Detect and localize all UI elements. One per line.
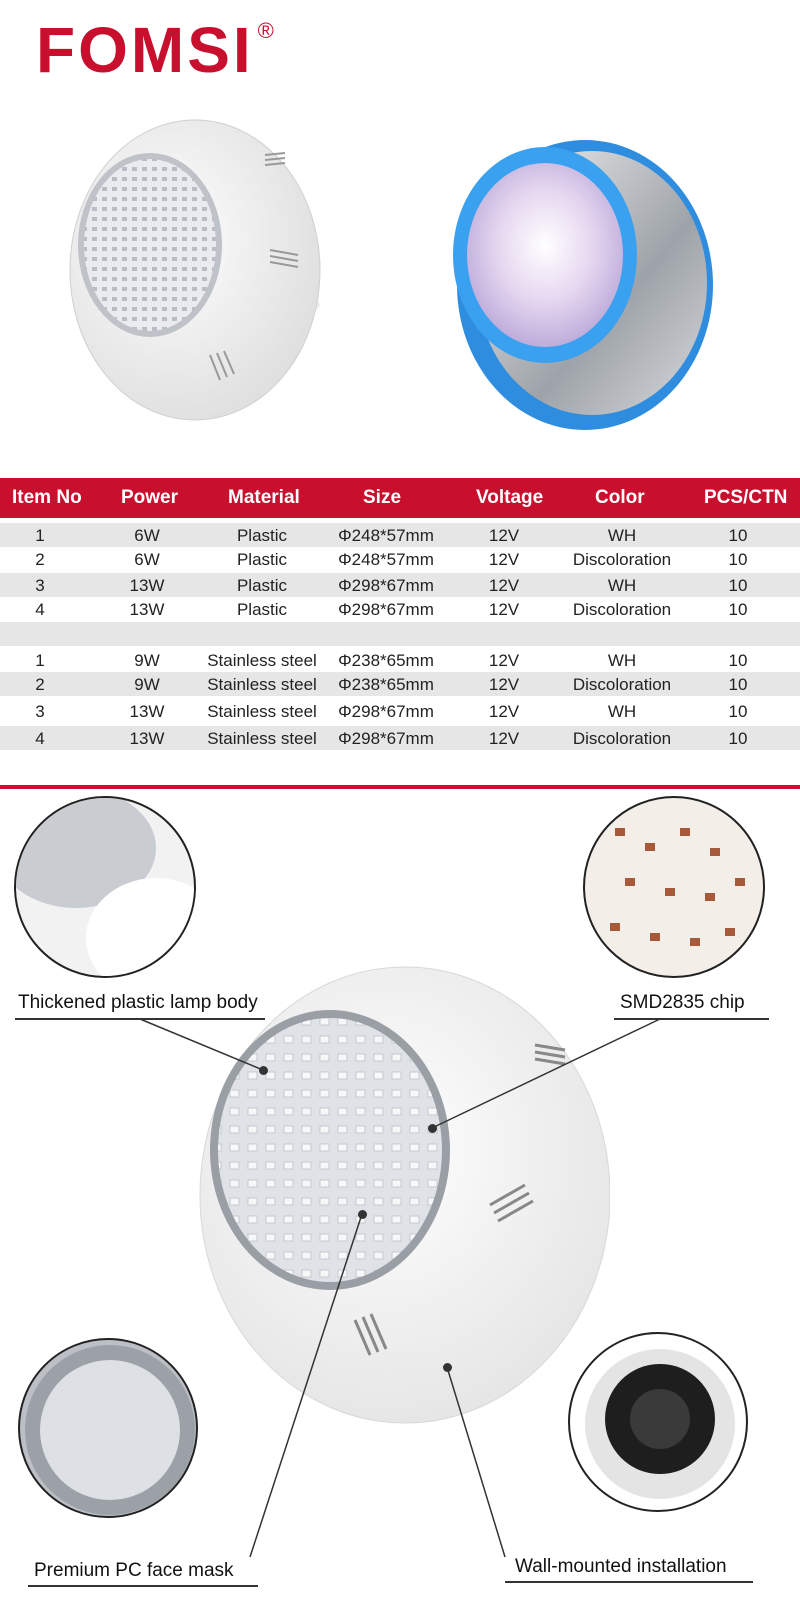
table-cell: Stainless steel [207, 729, 317, 748]
table-cell: 12V [488, 550, 520, 569]
table-cell: 13W [129, 702, 165, 721]
table-cell: Plastic [236, 526, 288, 545]
table-cell: 4 [35, 729, 45, 748]
callout-mounting-dot [443, 1363, 452, 1372]
table-cell: Φ248*57mm [338, 526, 434, 545]
table-cell: 6W [134, 526, 160, 545]
table-cell: 3 [35, 702, 45, 721]
table-cell: 1 [35, 526, 45, 545]
table-cell: WH [607, 651, 637, 670]
table-cell: Plastic [236, 600, 288, 619]
table-cell: 10 [728, 702, 748, 721]
table-cell: 9W [134, 675, 160, 694]
header-power: Power [121, 487, 179, 508]
table-cell: Φ298*67mm [338, 702, 434, 721]
table-cell: 4 [35, 600, 45, 619]
callout-mounting: Wall-mounted installation [515, 1556, 727, 1577]
table-cell: Discoloration [572, 600, 672, 619]
brand-name: FOMSI [36, 14, 254, 86]
table-cell: Discoloration [572, 729, 672, 748]
header-item-no: Item No [12, 487, 82, 508]
table-cell: 2 [35, 550, 45, 569]
table-cell: Plastic [236, 576, 288, 595]
table-cell: 9W [134, 651, 160, 670]
table-cell: 10 [728, 526, 748, 545]
table-cell: 6W [134, 550, 160, 569]
table-cell: 10 [728, 651, 748, 670]
table-cell: Stainless steel [207, 675, 317, 694]
table-cell: 12V [488, 675, 520, 694]
table-cell: WH [607, 576, 637, 595]
table-cell: WH [607, 526, 637, 545]
callout-face-mask-underline [28, 1585, 258, 1587]
callout-chip: SMD2835 chip [620, 992, 745, 1013]
header-color: Color [595, 487, 645, 508]
table-cell: 12V [488, 702, 520, 721]
callout-chip-dot [428, 1124, 437, 1133]
table-cell: 12V [488, 526, 520, 545]
table-cell: Φ248*57mm [338, 550, 434, 569]
table-cell: Φ298*67mm [338, 600, 434, 619]
table-cell: 12V [488, 651, 520, 670]
table-cell: Φ298*67mm [338, 729, 434, 748]
callout-lamp-body: Thickened plastic lamp body [18, 992, 258, 1013]
table-cell: 12V [488, 576, 520, 595]
table-cell: 12V [488, 600, 520, 619]
table-cell: Φ238*65mm [338, 675, 434, 694]
table-cell: 12V [488, 729, 520, 748]
table-cell: Φ238*65mm [338, 651, 434, 670]
table-cell: 1 [35, 651, 45, 670]
table-cell: 10 [728, 576, 748, 595]
table-cell: Discoloration [572, 675, 672, 694]
table-cell: 10 [728, 550, 748, 569]
header-material: Material [228, 487, 300, 508]
table-cell: Stainless steel [207, 702, 317, 721]
table-cell: Stainless steel [207, 651, 317, 670]
header-size: Size [363, 487, 402, 508]
table-cell: 10 [728, 729, 748, 748]
table-cell: 13W [129, 729, 165, 748]
table-cell: Φ298*67mm [338, 576, 434, 595]
header-voltage: Voltage [476, 487, 544, 508]
callout-chip-underline [614, 1018, 769, 1020]
callout-face-mask: Premium PC face mask [34, 1560, 234, 1581]
table-cell: 13W [129, 576, 165, 595]
table-cell: 10 [728, 675, 748, 694]
table-cell: 2 [35, 675, 45, 694]
callout-lamp-body-dot [259, 1066, 268, 1075]
table-cell: 13W [129, 600, 165, 619]
table-cell: Plastic [236, 550, 288, 569]
callout-face-mask-dot [358, 1210, 367, 1219]
registered-mark: ® [257, 18, 277, 43]
table-cell: 3 [35, 576, 45, 595]
callout-mounting-underline [505, 1581, 753, 1583]
table-cell: WH [607, 702, 637, 721]
header-pcs-ctn: PCS/CTN [704, 487, 788, 508]
table-cell: 10 [728, 600, 748, 619]
table-cell: Discoloration [572, 550, 672, 569]
